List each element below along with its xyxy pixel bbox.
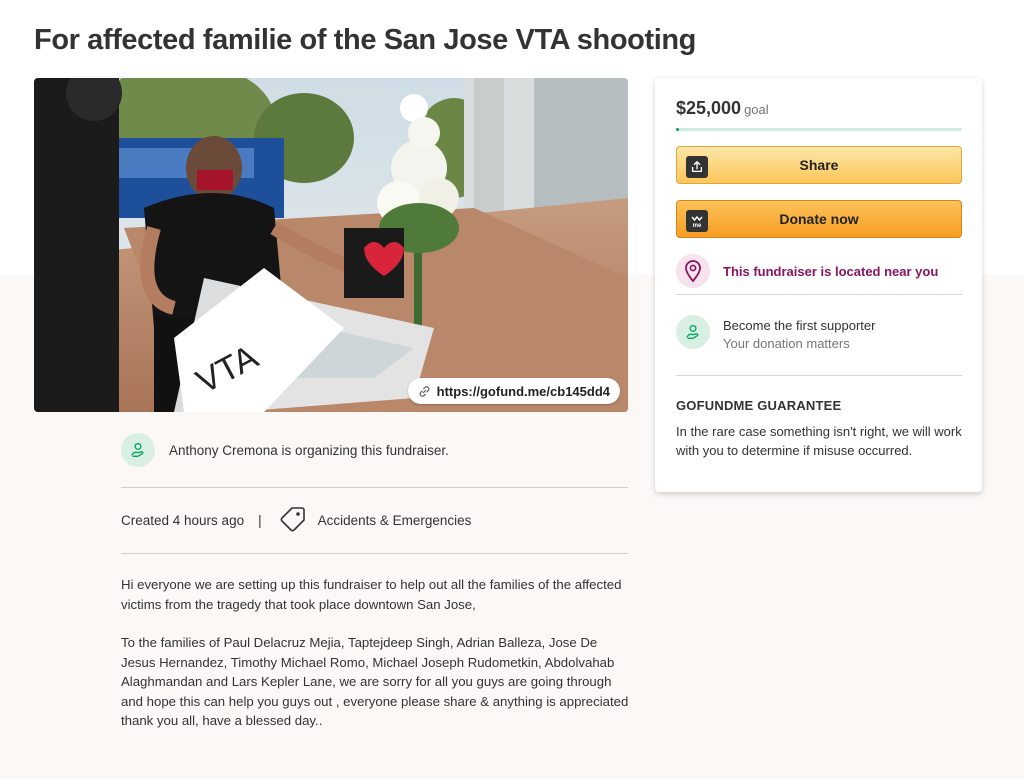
divider <box>121 553 628 554</box>
location-notice <box>676 254 938 288</box>
donation-sidebar-card <box>655 78 982 492</box>
share-label: Share <box>799 157 839 173</box>
divider <box>676 375 962 376</box>
organizer-text: Anthony Cremona is organizing this fundraiser. <box>169 442 449 458</box>
description-paragraph: To the families of Paul Delacruz Mejia, Taptejdeep Singh, Adrian Balleza, Jose De Jesus Hernandez, Timothy Michael Romo, Michael Joseph Rudometkin, Abdolvahab Alaghmandan and Lars Kepler Lane, we are sorry for all you guys are going through and hope this can help you guys out , everyone please share & anything is appreciated thank you all, have a blessed day.. <box>121 635 629 728</box>
progress-fill <box>676 128 679 131</box>
category-link[interactable] <box>278 504 472 537</box>
svg-text:me: me <box>692 223 702 228</box>
goal-amount <box>676 98 769 119</box>
gofundme-logo-icon <box>686 210 708 232</box>
first-supporter-prompt <box>676 315 875 351</box>
progress-bar <box>676 128 962 131</box>
guarantee-title: GOFUNDME GUARANTEE <box>676 398 842 413</box>
meta-separator: | <box>258 513 262 528</box>
link-icon <box>418 385 431 398</box>
goal-value: $25,000 <box>676 98 742 118</box>
organizer-row <box>121 433 449 467</box>
guarantee-text: In the rare case something isn't right, we will work with you to determine if misuse occurred. <box>676 424 962 458</box>
heart-hand-icon <box>121 433 155 467</box>
donate-button[interactable] <box>676 200 962 238</box>
created-time: Created 4 hours ago <box>121 513 245 528</box>
description-paragraph: Hi everyone we are setting up this fundraiser to help out all the families of the affected victims from the tragedy that took place downtown San Jose, <box>121 577 622 612</box>
hero-image <box>34 78 628 412</box>
page-title: For affected familie of the San Jose VTA shooting <box>34 24 696 56</box>
heart-hand-icon <box>676 315 710 349</box>
fundraiser-description <box>121 575 633 750</box>
divider <box>676 294 962 295</box>
divider <box>121 487 628 488</box>
fundraiser-short-link[interactable] <box>408 378 620 404</box>
category-label: Accidents & Emergencies <box>317 513 472 528</box>
supporter-subtitle: Your donation matters <box>723 336 850 351</box>
share-upload-icon <box>686 156 708 178</box>
fundraiser-meta <box>121 504 471 537</box>
location-text: This fundraiser is located near you <box>723 263 939 279</box>
memorial-photo <box>34 78 628 412</box>
vta-sign-text: VTA <box>190 337 265 402</box>
supporter-title: Become the first supporter <box>723 318 876 333</box>
tag-icon <box>278 504 308 537</box>
goal-label: goal <box>744 102 769 117</box>
location-pin-icon <box>676 254 710 288</box>
donate-label: Donate now <box>779 211 859 227</box>
short-link-text: https://gofund.me/cb145dd4 <box>436 383 610 399</box>
share-button[interactable] <box>676 146 962 184</box>
